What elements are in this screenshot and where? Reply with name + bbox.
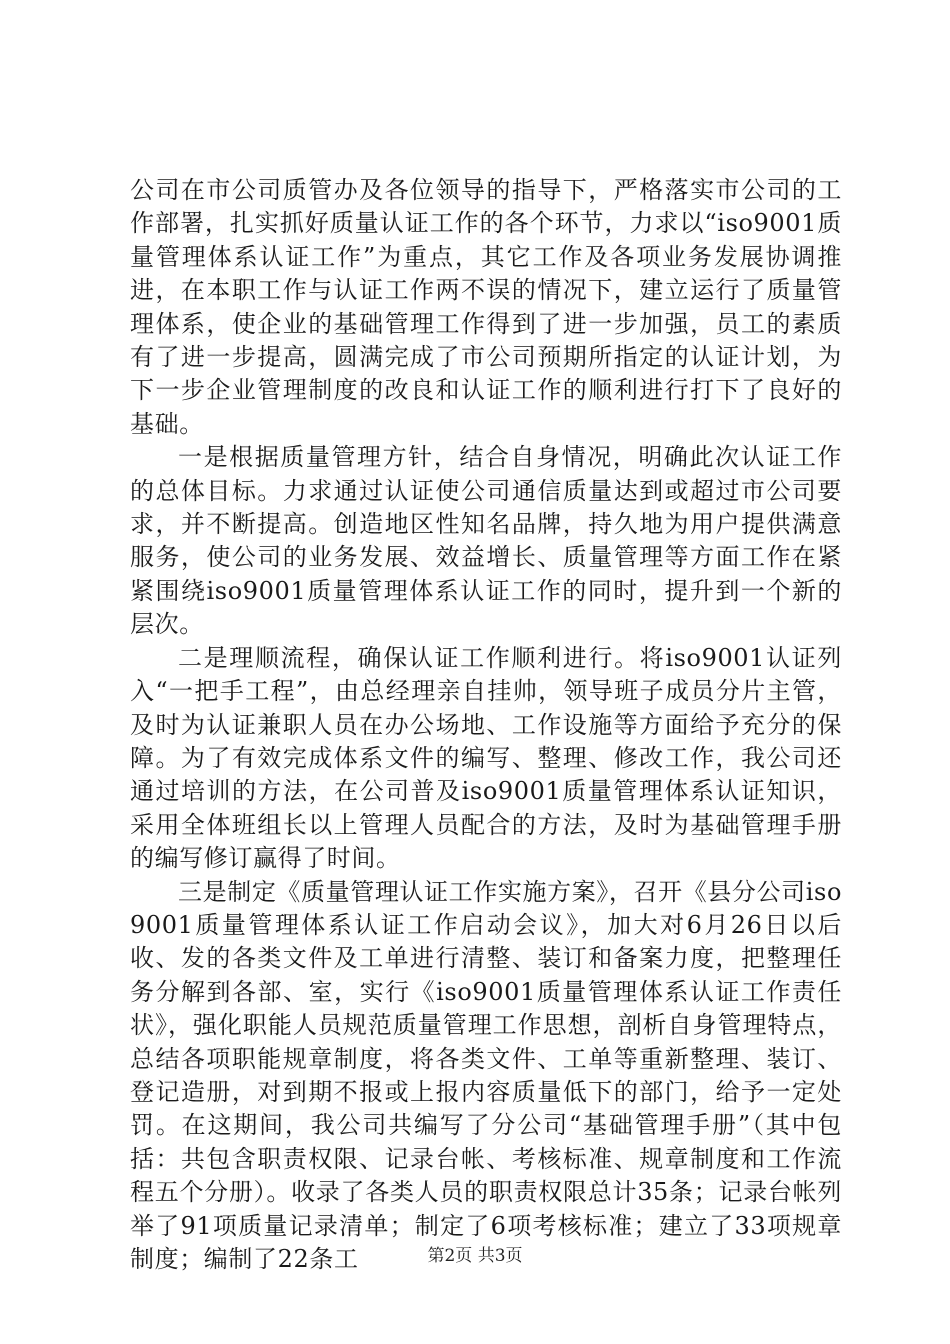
paragraph-point-two: 二是理顺流程，确保认证工作顺利进行。将iso9001认证列入“一把手工程”，由总经理亲自挂帅，领导班子成员分片主管，及时为认证兼职人员在办公场地、工作设施等方面给予充分的保障。为了有效完成体系文件的编写、整理、修改工作，我公司还通过培训的方法，在公司普及iso9001质量管理体系认证知识，采用全体班组长以上管理人员配合的方法，及时为基础管理手册的编写修订赢得了时间。: [130, 643, 842, 873]
paragraph-point-one: 一是根据质量管理方针，结合自身情况，明确此次认证工作的总体目标。力求通过认证使公司通信质量达到或超过市公司要求，并不断提高。创造地区性知名品牌，持久地为用户提供满意服务，使公司的业务发展、效益增长、质量管理等方面工作在紧紧围绕iso9001质量管理体系认证工作的同时，提升到一个新的层次。: [130, 443, 842, 639]
document-body: [130, 174, 842, 1276]
page-footer: 第2页 共3页: [427, 1246, 523, 1266]
paragraph-point-three: 三是制定《质量管理认证工作实施方案》，召开《县分公司iso9001质量管理体系认证工作启动会议》，加大对6月26日以后收、发的各类文件及工单进行清整、装订和备案力度，把整理任务分解到各部、室，实行《iso9001质量管理体系认证工作责任状》，强化职能人员规范质量管理工作思想，剖析自身管理特点，总结各项职能规章制度，将各类文件、工单等重新整理、装订、登记造册，对到期不报或上报内容质量低下的部门，给予一定处罚。在这期间，我公司共编写了分公司“基础管理手册”（其中包括：共包含职责权限、记录台帐、考核标准、规章制度和工作流程五个分册）。收录了各类人员的职责权限总计35条；记录台帐列举了91项质量记录清单；制定了6项考核标准；建立了33项规章制度；编制了22条工: [130, 877, 842, 1273]
paragraph-intro: 公司在市公司质管办及各位领导的指导下，严格落实市公司的工作部署，扎实抓好质量认证工作的各个环节，力求以“iso9001质量管理体系认证工作”为重点，其它工作及各项业务发展协调推进，在本职工作与认证工作两不误的情况下，建立运行了质量管理体系，使企业的基础管理工作得到了进一步加强，员工的素质有了进一步提高，圆满完成了市公司预期所指定的认证计划，为下一步企业管理制度的改良和认证工作的顺利进行打下了良好的基础。: [130, 176, 842, 438]
